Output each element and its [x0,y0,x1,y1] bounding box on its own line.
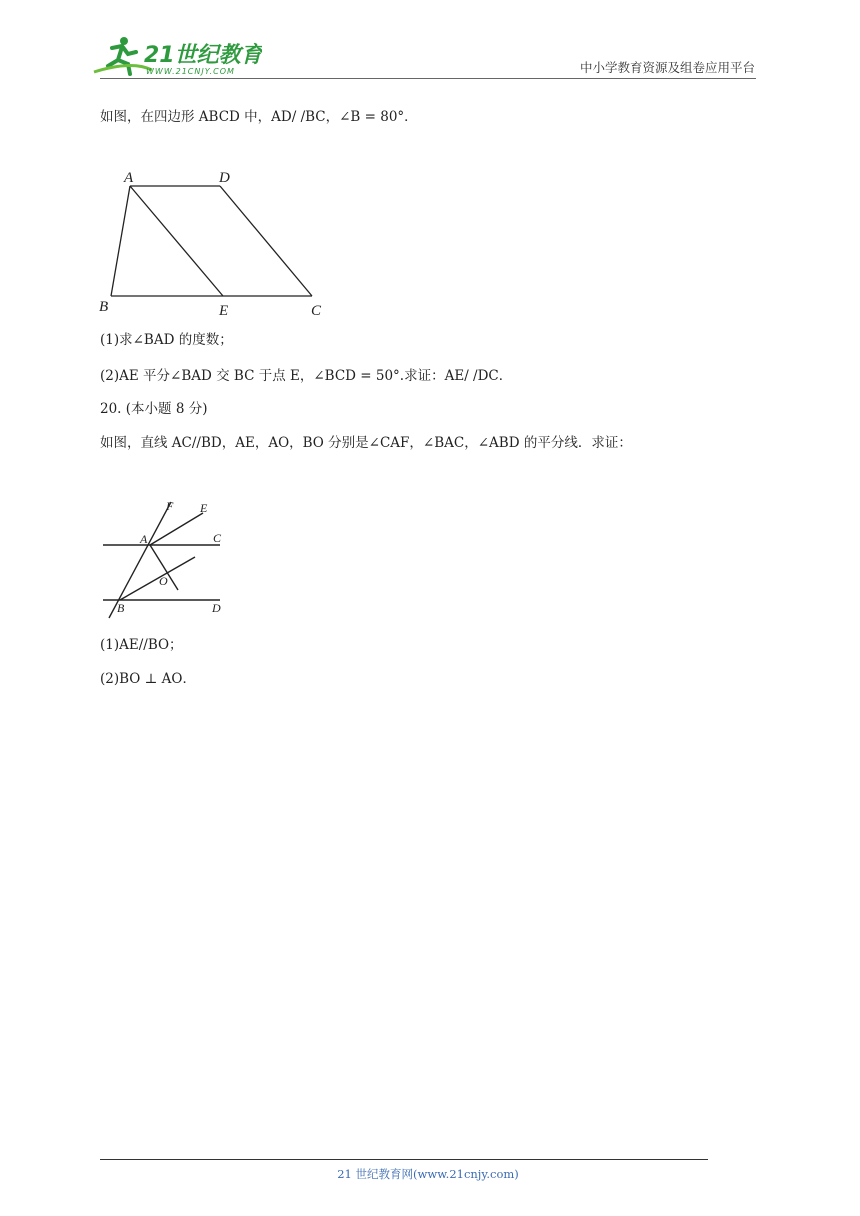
logo-url: WWW.21CNJY.COM [146,67,235,76]
segment-ab [111,186,130,296]
label-d2: D [212,601,221,615]
ray-ae [150,513,203,545]
logo-text: 21世纪教育 [144,43,262,68]
problem20-intro: 如图，直线 AC//BD，AE，AO，BO 分别是∠CAF，∠BAC，∠ABD 的平分线．求证： [100,435,632,451]
segment-ae [130,186,223,296]
problem19-q2: (2)AE 平分∠BAD 交 BC 于点 E，∠BCD = 50°.求证：AE/ /DC． [100,368,513,384]
label-e2: E [200,501,208,515]
quadrilateral-abcd-figure [95,166,340,321]
problem20-q2: (2)BO ⊥ AO． [100,671,196,687]
label-e: E [219,303,229,319]
segment-dc [220,186,312,296]
parallel-lines-figure [98,496,233,620]
runner-logo-icon [92,34,262,78]
site-name: 中小学教育资源及组卷应用平台 [579,60,755,75]
problem20-heading: 20. (本小题 8 分) [100,401,208,417]
problem20-q1: (1)AE//BO； [100,637,183,653]
ray-bo [120,557,195,600]
problem19-intro: 如图，在四边形 ABCD 中，AD/ /BC，∠B = 80°． [100,109,418,125]
site-logo [92,34,262,78]
footer-link[interactable]: 21 世纪教育网(www.21cnjy.com) [337,1167,519,1181]
label-a: A [124,170,134,186]
label-b: B [99,299,109,315]
label-c: C [311,303,322,319]
label-a2: A [140,532,148,546]
label-d: D [219,170,230,186]
label-f: F [166,499,174,513]
label-c2: C [213,531,222,545]
problem19-q1: (1)求∠BAD 的度数； [100,332,233,348]
header-divider [100,78,756,79]
label-o: O [159,574,168,588]
footer-divider [100,1159,708,1160]
label-b2: B [117,601,125,615]
